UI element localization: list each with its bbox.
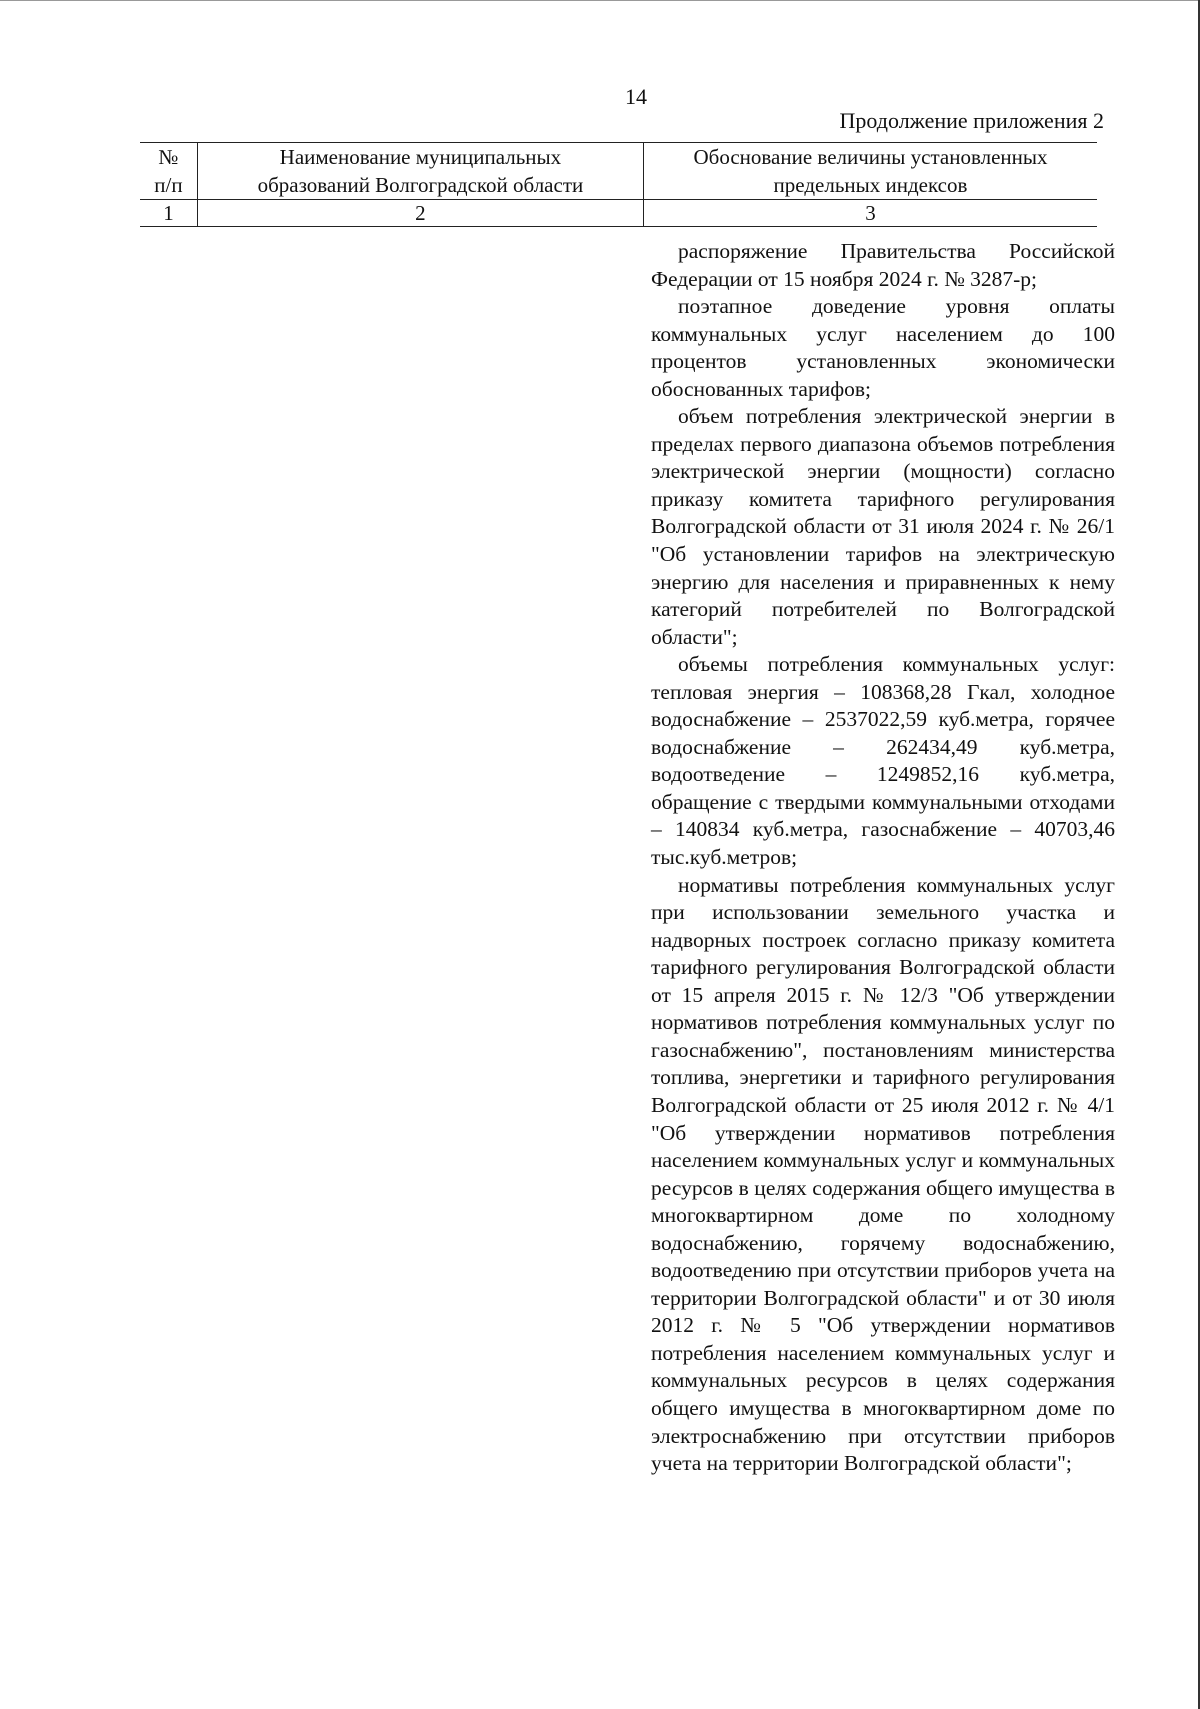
paragraph: распоряжение Правительства Российской Федерации от 15 ноября 2024 г. № 3287-р;: [651, 239, 1115, 291]
header-row: [140, 143, 1097, 200]
paragraph: поэтапное доведение уровня оплаты коммунальных услуг населением до 100 процентов установленных экономически обоснованных тарифов;: [651, 294, 1115, 401]
column-number-cell: 3: [643, 200, 1097, 227]
header-municipality-line2: образований Волгоградской области: [257, 173, 584, 197]
header-justification-line2: предельных индексов: [773, 173, 968, 197]
header-number-line2: п/п: [154, 173, 183, 197]
header-cell-municipality: [197, 143, 643, 200]
justification-text: [651, 238, 1115, 1478]
paragraph: нормативы потребления коммунальных услуг при использовании земельного участка и надворных построек согласно приказу комитета тарифного регулирования Волгоградской области от 15 апреля 2015 г. № 12/3 "Об утверждении нормативов потребления коммунальных услуг по газоснабжению", постановлениям министерства топлива, энергетики и тарифного регулирования Волгоградской области от 25 июля 2012 г. № 4/1 "Об утверждении нормативов потребления населением коммунальных услуг и коммунальных ресурсов в целях содержания общего имущества в многоквартирном доме по холодному водоснабжению, горячему водоснабжению, водоотведению при отсутствии приборов учета на территории Волгоградской области" и от 30 июля 2012 г. № 5 "Об утверждении нормативов потребления населением коммунальных услуг и коммунальных ресурсов в целях содержания общего имущества в многоквартирном доме по электроснабжению при отсутствии приборов учета на территории Волгоградской области";: [651, 872, 1115, 1476]
column-number-cell: 1: [140, 200, 197, 227]
header-municipality-line1: Наименование муниципальных: [279, 145, 562, 169]
header-number-line1: №: [158, 145, 179, 169]
header-justification-line1: Обоснование величины установленных: [693, 145, 1048, 169]
column-number-row: [140, 200, 1097, 227]
paragraph: объемы потребления коммунальных услуг: тепловая энергия – 108368,28 Гкал, холодное водоснабжение – 2537022,59 куб.метра, горячее водоснабжение – 262434,49 куб.метра, водоотведение – 1249852,16 куб.метра, обращение с твердыми коммунальными отходами – 140834 куб.метра, газоснабжение – 40703,46 тыс.куб.метров;: [651, 652, 1115, 870]
paragraph: объем потребления электрической энергии в пределах первого диапазона объемов потребления электрической энергии (мощности) согласно приказу комитета тарифного регулирования Волгоградской области от 31 июля 2024 г. № 26/1 "Об установлении тарифов на электрическую энергию для населения и приравненных к нему категорий потребителей по Волгоградской области";: [651, 404, 1115, 649]
continuation-label: Продолжение приложения 2: [839, 108, 1104, 133]
scan-edge-top: [0, 0, 1200, 1]
page-number: 14: [625, 84, 647, 109]
header-table: [140, 142, 1097, 227]
header-cell-justification: [643, 143, 1097, 200]
column-number-cell: 2: [197, 200, 643, 227]
header-cell-number: [140, 143, 197, 200]
